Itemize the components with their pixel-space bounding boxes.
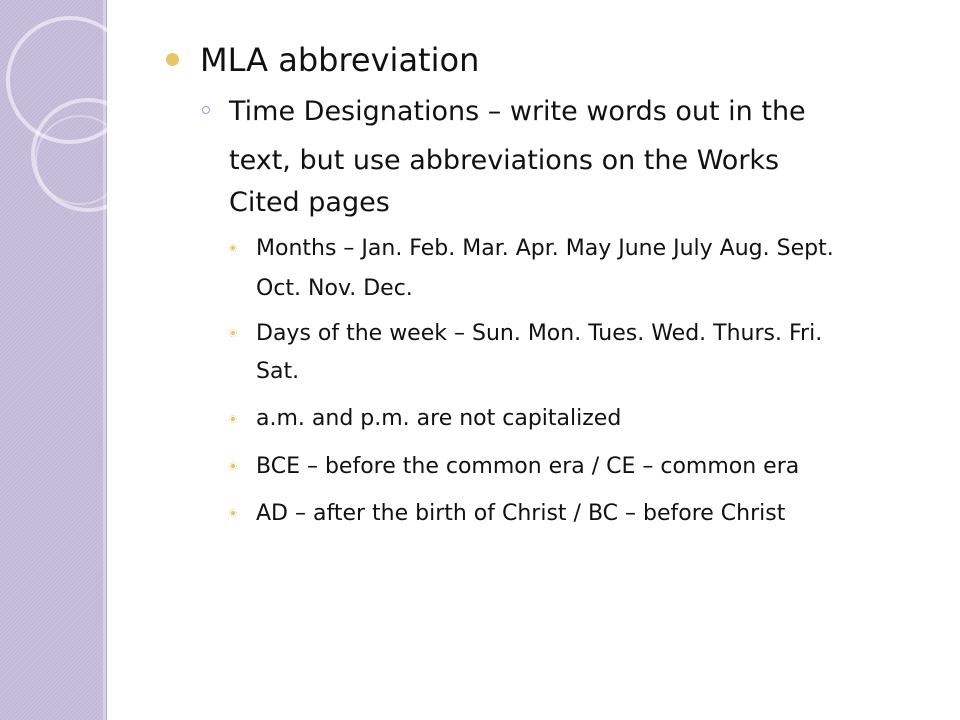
list-item-line: Oct. Nov. Dec. xyxy=(256,276,413,301)
level3-bullet xyxy=(229,462,237,470)
level3-bullet xyxy=(229,415,237,423)
list-item-line: Sat. xyxy=(256,359,300,384)
level2-bullet xyxy=(202,106,210,114)
level1-bullet xyxy=(166,53,179,66)
level3-bullet xyxy=(229,509,237,517)
level3-bullet xyxy=(229,329,237,337)
list-item-line: AD – after the birth of Christ / BC – before Christ xyxy=(256,501,786,526)
subheading-line: text, but use abbreviations on the Works xyxy=(229,145,780,176)
level3-bullet xyxy=(229,244,237,252)
subheading-line: Time Designations – write words out in the xyxy=(229,96,806,127)
list-item-line: a.m. and p.m. are not capitalized xyxy=(256,406,622,431)
list-item-line: BCE – before the common era / CE – common era xyxy=(256,454,800,479)
list-item-line: Months – Jan. Feb. Mar. Apr. May June July Aug. Sept. xyxy=(256,236,834,261)
subheading-line: Cited pages xyxy=(229,187,390,218)
slide-heading: MLA abbreviation xyxy=(200,41,480,79)
list-item-line: Days of the week – Sun. Mon. Tues. Wed. Thurs. Fri. xyxy=(256,321,823,346)
